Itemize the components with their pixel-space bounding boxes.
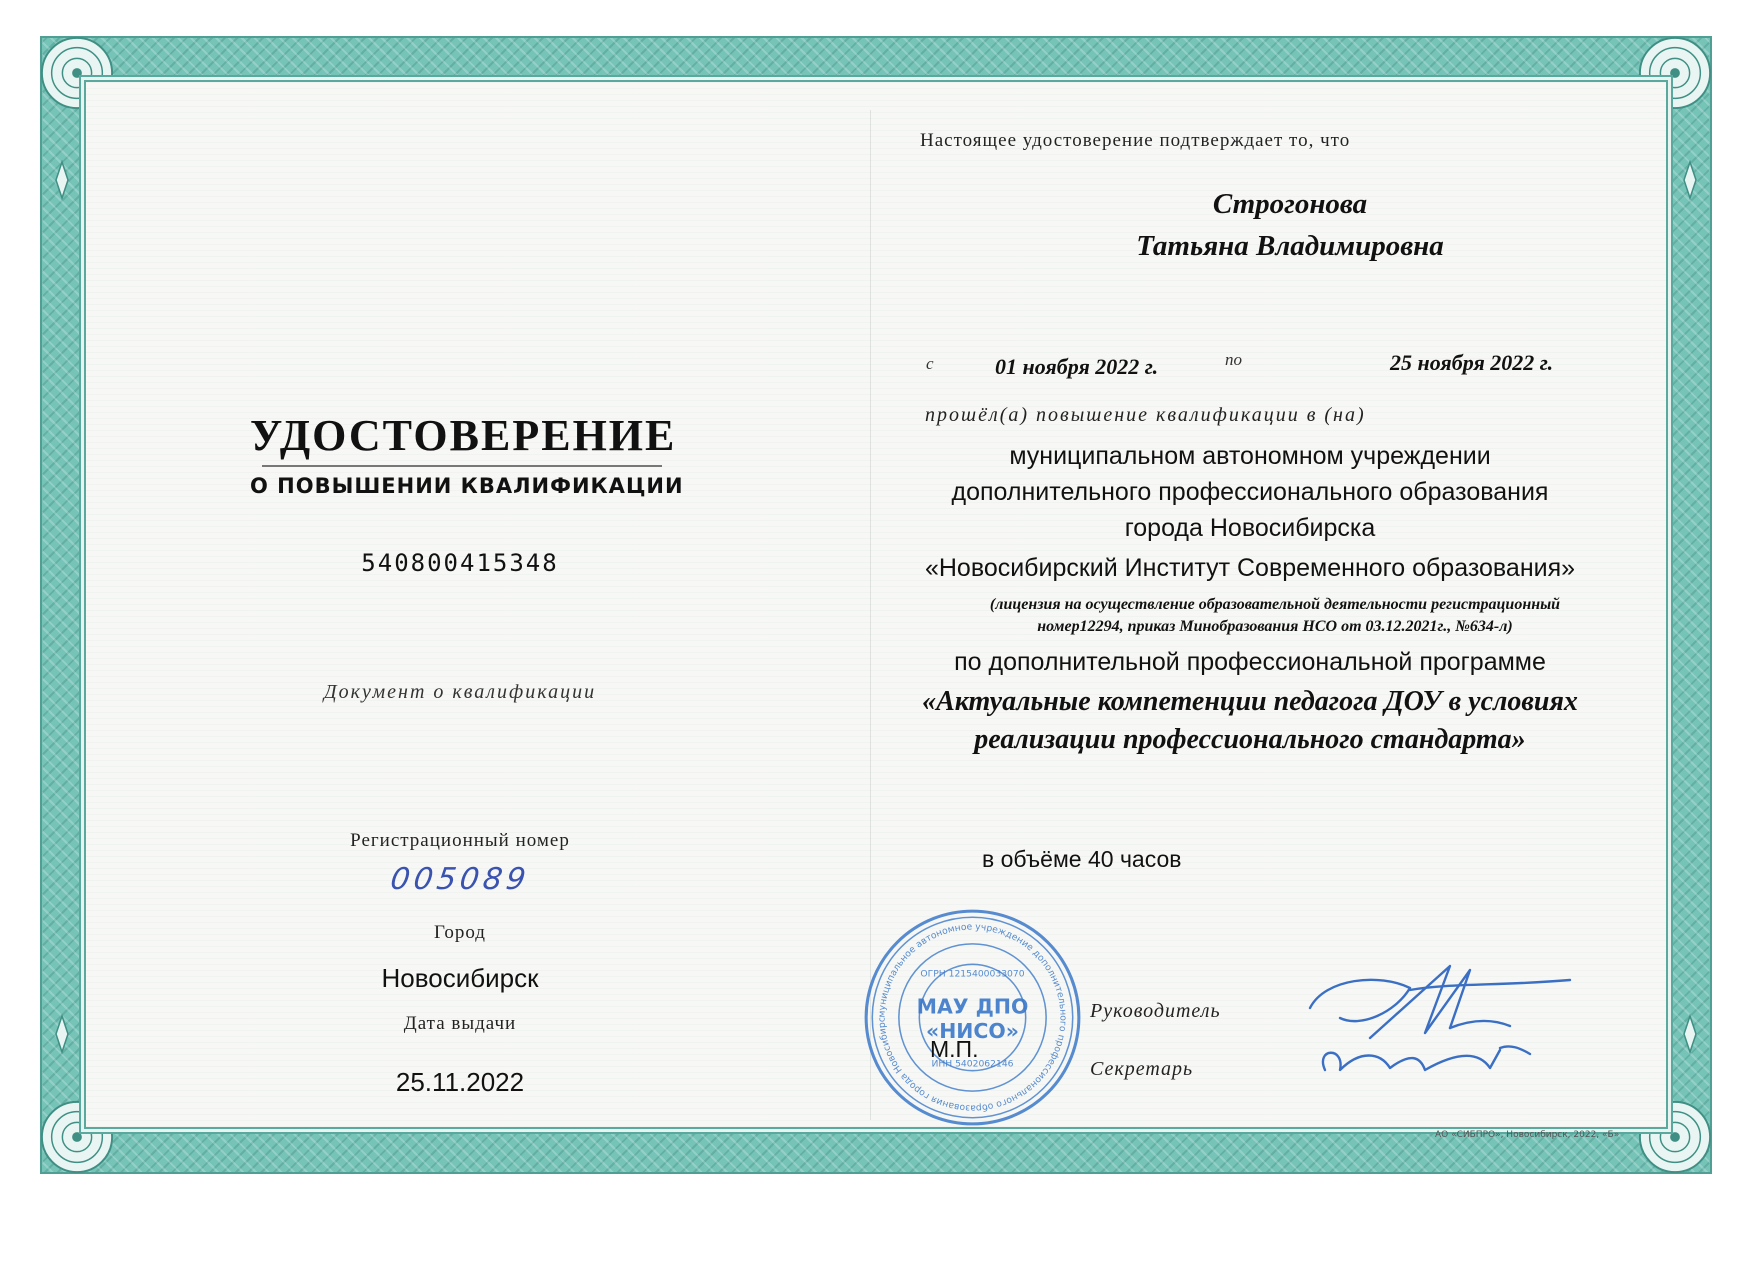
- seal-place-mark: М.П.: [930, 1036, 979, 1062]
- registration-label: Регистрационный номер: [350, 830, 570, 851]
- license-note: (лицензия на осуществление образовательной деятельности регистрационный: [989, 596, 1561, 613]
- certificate-title: УДОСТОВЕРЕНИЕ: [250, 411, 677, 460]
- fleuron-ornament: [42, 1014, 82, 1054]
- period-end-date: 25 ноября 2022 г.: [1390, 350, 1554, 375]
- license-note: номер12294, приказ Минобразования НСО от 03.12.2021г., №634-л): [1037, 618, 1513, 635]
- document-kind: Документ о квалификации: [323, 681, 597, 703]
- program-title: «Актуальные компетенции педагога ДОУ в условиях: [922, 686, 1578, 717]
- organization-line: дополнительного профессионального образования: [951, 478, 1549, 506]
- fleuron-ornament: [42, 160, 82, 200]
- fleuron-ornament: [1670, 1014, 1710, 1054]
- passed-text: прошёл(а) повышение квалификации в (на): [925, 404, 1366, 426]
- handwritten-signature: [1300, 958, 1590, 1088]
- round-seal-stamp: [860, 905, 1085, 1130]
- organization-line: муниципальном автономном учреждении: [1009, 442, 1491, 470]
- issue-date-label: Дата выдачи: [403, 1013, 517, 1034]
- stamp-inn: ИНН 5402062146: [931, 1058, 1014, 1070]
- stamp-center-line: МАУ ДПО: [916, 994, 1029, 1019]
- intro-text: Настоящее удостоверение подтверждает то, что: [920, 130, 1351, 151]
- printer-imprint: АО «СИБПРО», Новосибирск, 2022, «Б»: [1435, 1130, 1620, 1140]
- issue-date: 25.11.2022: [395, 1067, 525, 1097]
- program-intro: по дополнительной профессиональной программе: [954, 648, 1546, 676]
- registration-number: 005089: [388, 862, 532, 897]
- city-label: Город: [434, 922, 486, 943]
- city-value: Новосибирск: [381, 963, 539, 993]
- program-title: реализации профессионального стандарта»: [974, 724, 1526, 755]
- fleuron-ornament: [1670, 160, 1710, 200]
- period-to-word: по: [1225, 350, 1242, 369]
- head-role-label: Руководитель: [1090, 1000, 1221, 1022]
- holder-surname: Строгонова: [1212, 188, 1368, 220]
- holder-given-names: Татьяна Владимировна: [1136, 230, 1444, 262]
- secretary-role-label: Секретарь: [1090, 1058, 1194, 1080]
- organization-line: города Новосибирска: [1124, 514, 1376, 542]
- certificate-number: 540800415348: [361, 549, 559, 577]
- period-start-date: 01 ноября 2022 г.: [995, 354, 1159, 379]
- program-hours: в объёме 40 часов: [982, 846, 1182, 872]
- stamp-center-line: «НИСО»: [926, 1018, 1019, 1043]
- stamp-ring-text: муниципальное автономное учреждение дополнительного профессионального образования города Новосибирс: [876, 921, 1069, 1114]
- period-from-word: с: [926, 354, 934, 373]
- organization-name: «Новосибирский Институт Современного образования»: [924, 554, 1576, 582]
- certificate-subtitle: О ПОВЫШЕНИИ КВАЛИФИКАЦИИ: [250, 474, 684, 498]
- stamp-ogrn: ОГРН 1215400033070: [920, 968, 1025, 980]
- title-divider: [262, 465, 662, 467]
